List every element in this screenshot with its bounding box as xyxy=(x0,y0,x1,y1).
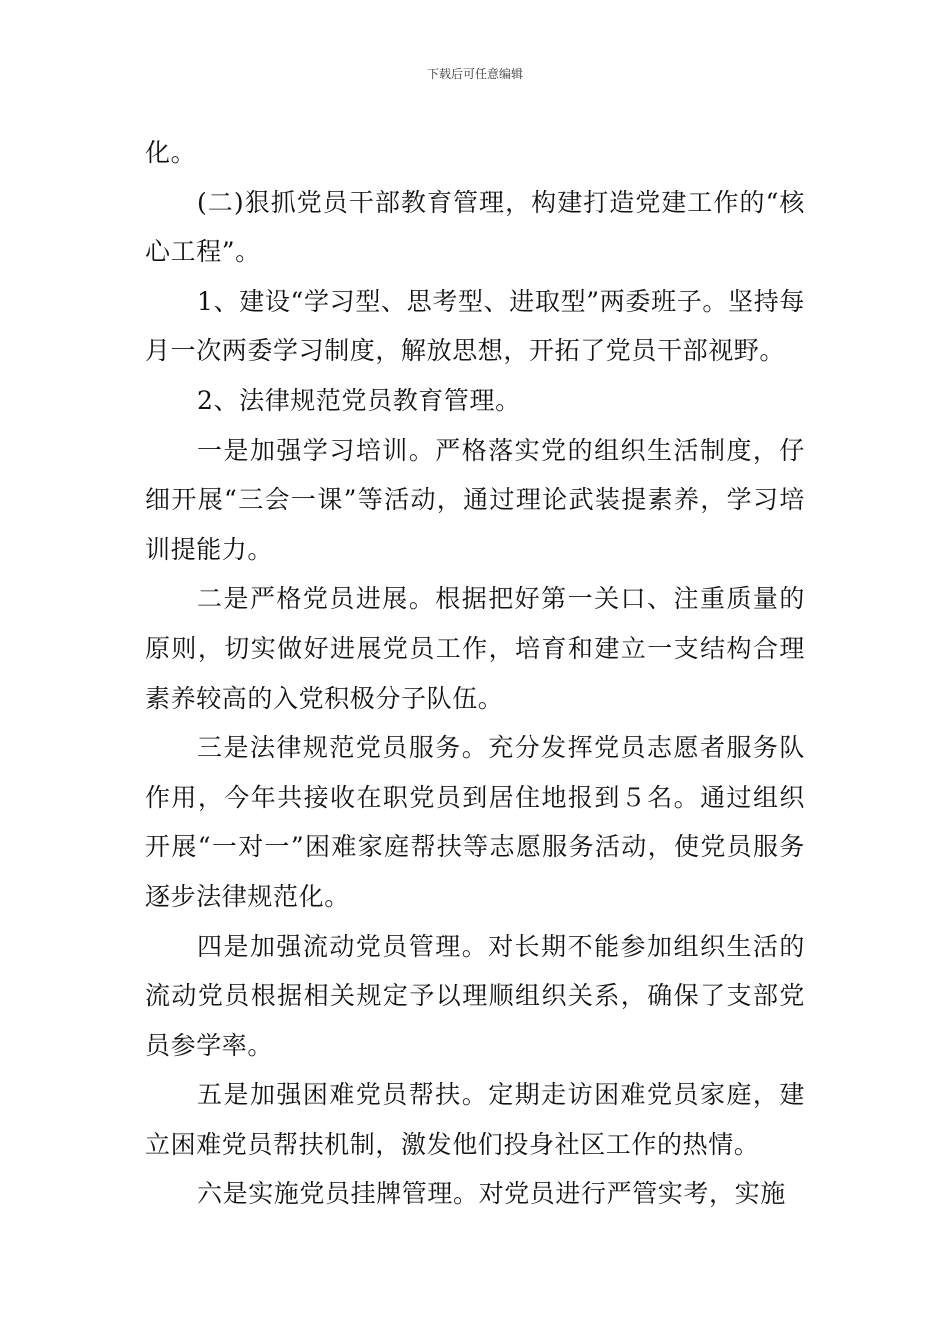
paragraph-item-2: 2、法律规范党员教育管理。 xyxy=(197,385,521,415)
paragraph-point-1: 一是加强学习培训。严格落实党的组织生活制度，仔细开展“三会一课”等活动，通过理论武装提素养，学习培训提能力。 xyxy=(145,435,805,564)
document-body xyxy=(145,128,805,1219)
paragraph-point-6: 六是实施党员挂牌管理。对党员进行严管实考，实施 xyxy=(197,1179,786,1209)
paragraph-continuation: 化。 xyxy=(145,138,197,167)
page-header: 下载后可任意编辑 xyxy=(426,67,523,81)
paragraph-point-3: 三是法律规范党员服务。充分发挥党员志愿者服务队作用，今年共接收在职党员到居住地报到５名。通过组织开展“一对一”困难家庭帮扶等志愿服务活动，使党员服务逐步法律规范化。 xyxy=(145,733,805,911)
paragraph-item-1: 1、建设“学习型、思考型、进取型”两委班子。坚持每月一次两委学习制度，解放思想，开拓了党员干部视野。 xyxy=(145,286,805,366)
paragraph-point-4: 四是加强流动党员管理。对长期不能参加组织生活的流动党员根据相关规定予以理顺组织关系，确保了支部党员参学率。 xyxy=(145,931,805,1060)
section-heading: (二)狠抓党员干部教育管理，构建打造党建工作的“核心工程”。 xyxy=(145,187,805,267)
paragraph-point-2: 二是严格党员进展。根据把好第一关口、注重质量的原则，切实做好进展党员工作，培育和建立一支结构合理素养较高的入党积极分子队伍。 xyxy=(145,584,805,713)
paragraph-point-5: 五是加强困难党员帮扶。定期走访困难党员家庭，建立困难党员帮扶机制，激发他们投身社区工作的热情。 xyxy=(145,1080,805,1159)
